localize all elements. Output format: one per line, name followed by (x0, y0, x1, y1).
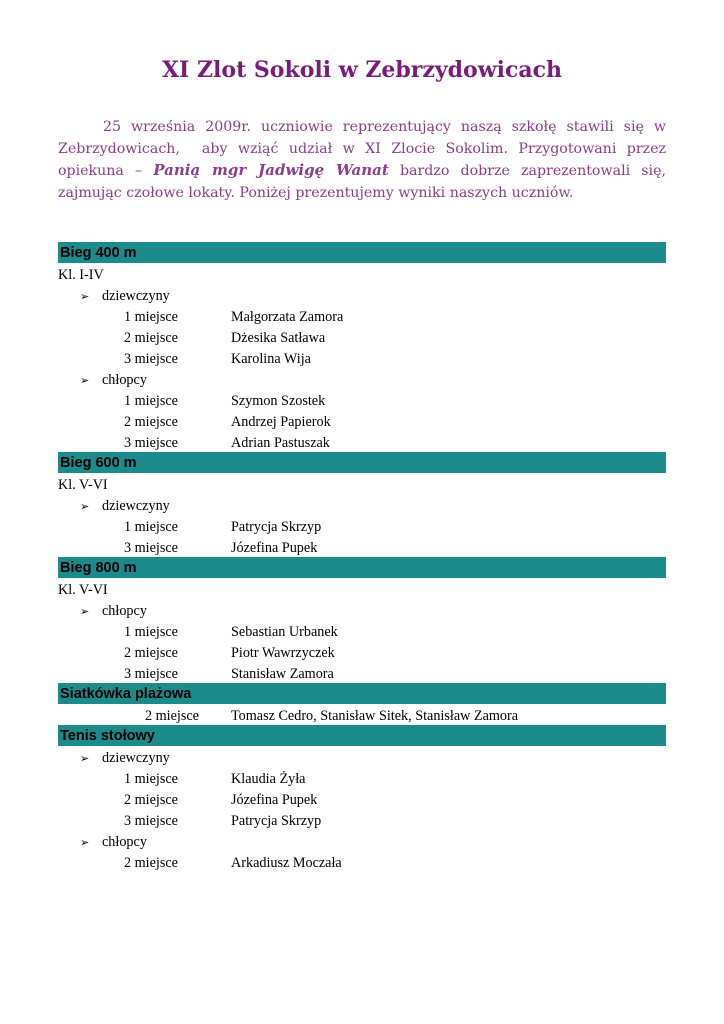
result-name: Patrycja Skrzyp (231, 813, 322, 829)
group-label: dziewczyny (102, 498, 170, 514)
result-name: Piotr Wawrzyczek (231, 645, 335, 661)
intro-part-1: 25 września 2009r. uczniowie reprezentujący naszą szkołę stawili się w Zebrzydowicach, (58, 119, 666, 157)
arrow-bullet-icon: ➢ (80, 753, 90, 765)
result-place: 3 miejsce (124, 540, 178, 556)
result-name: Karolina Wija (231, 351, 311, 367)
result-place: 1 miejsce (124, 519, 178, 535)
section-header-bieg-600: Bieg 600 m (58, 452, 666, 473)
arrow-bullet-icon: ➢ (80, 291, 90, 303)
result-name: Patrycja Skrzyp (231, 519, 322, 535)
arrow-bullet-icon: ➢ (80, 606, 90, 618)
result-name: Małgorzata Zamora (231, 309, 344, 325)
section-header-bieg-400: Bieg 400 m (58, 242, 666, 263)
group-header (80, 832, 147, 854)
group-header (80, 496, 170, 518)
result-name: Szymon Szostek (231, 393, 326, 409)
teacher-name: Panią mgr Jadwigę Wanat (153, 161, 389, 179)
result-place: 1 miejsce (124, 393, 178, 409)
page-title: XI Zlot Sokoli w Zebrzydowicach (161, 57, 563, 83)
group-header (80, 601, 147, 623)
class-label: Kl. I-IV (58, 267, 104, 283)
result-name: Sebastian Urbanek (231, 624, 338, 640)
result-place: 1 miejsce (124, 771, 178, 787)
result-place: 1 miejsce (124, 624, 178, 640)
result-place: 2 miejsce (124, 855, 178, 871)
result-place: 3 miejsce (124, 813, 178, 829)
group-label: chłopcy (102, 372, 147, 388)
result-place: 3 miejsce (124, 351, 178, 367)
group-header (80, 748, 170, 770)
result-name: Stanisław Zamora (231, 666, 334, 682)
group-header (80, 370, 147, 392)
section-header-bieg-800: Bieg 800 m (58, 557, 666, 578)
class-label: Kl. V-VI (58, 582, 108, 598)
group-label: chłopcy (102, 834, 147, 850)
result-name: Arkadiusz Moczała (231, 855, 342, 871)
result-place: 2 miejsce (124, 792, 178, 808)
result-place: 3 miejsce (124, 666, 178, 682)
arrow-bullet-icon: ➢ (80, 501, 90, 513)
arrow-bullet-icon: ➢ (80, 837, 90, 849)
result-name: Tomasz Cedro, Stanisław Sitek, Stanisław Zamora (231, 708, 519, 724)
section-header-tenis: Tenis stołowy (58, 725, 666, 746)
group-label: dziewczyny (102, 750, 170, 766)
group-label: dziewczyny (102, 288, 170, 304)
result-name: Józefina Pupek (231, 792, 318, 808)
result-name: Adrian Pastuszak (231, 435, 330, 451)
group-label: chłopcy (102, 603, 147, 619)
result-place: 2 miejsce (145, 708, 199, 724)
arrow-bullet-icon: ➢ (80, 375, 90, 387)
group-header (80, 286, 170, 308)
intro-part-2: aby wziąć udział w XI Zlocie Sokolim. Przygotowani przez opiekuna – (58, 140, 666, 179)
intro-part-3: bardzo dobrze zaprezentowali się, zajmując czołowe lokaty. Poniżej prezentujemy wyniki naszych uczniów. (58, 163, 667, 201)
result-place: 3 miejsce (124, 435, 178, 451)
result-place: 2 miejsce (124, 330, 178, 346)
result-place: 1 miejsce (124, 309, 178, 325)
section-header-siatkowka: Siatkówka plażowa (58, 683, 666, 704)
intro-paragraph (58, 117, 666, 204)
class-label: Kl. V-VI (58, 477, 108, 493)
result-place: 2 miejsce (124, 414, 178, 430)
result-name: Andrzej Papierok (231, 414, 331, 430)
result-name: Klaudia Żyła (231, 771, 306, 787)
result-name: Dżesika Satława (231, 330, 326, 346)
result-place: 2 miejsce (124, 645, 178, 661)
result-name: Józefina Pupek (231, 540, 318, 556)
